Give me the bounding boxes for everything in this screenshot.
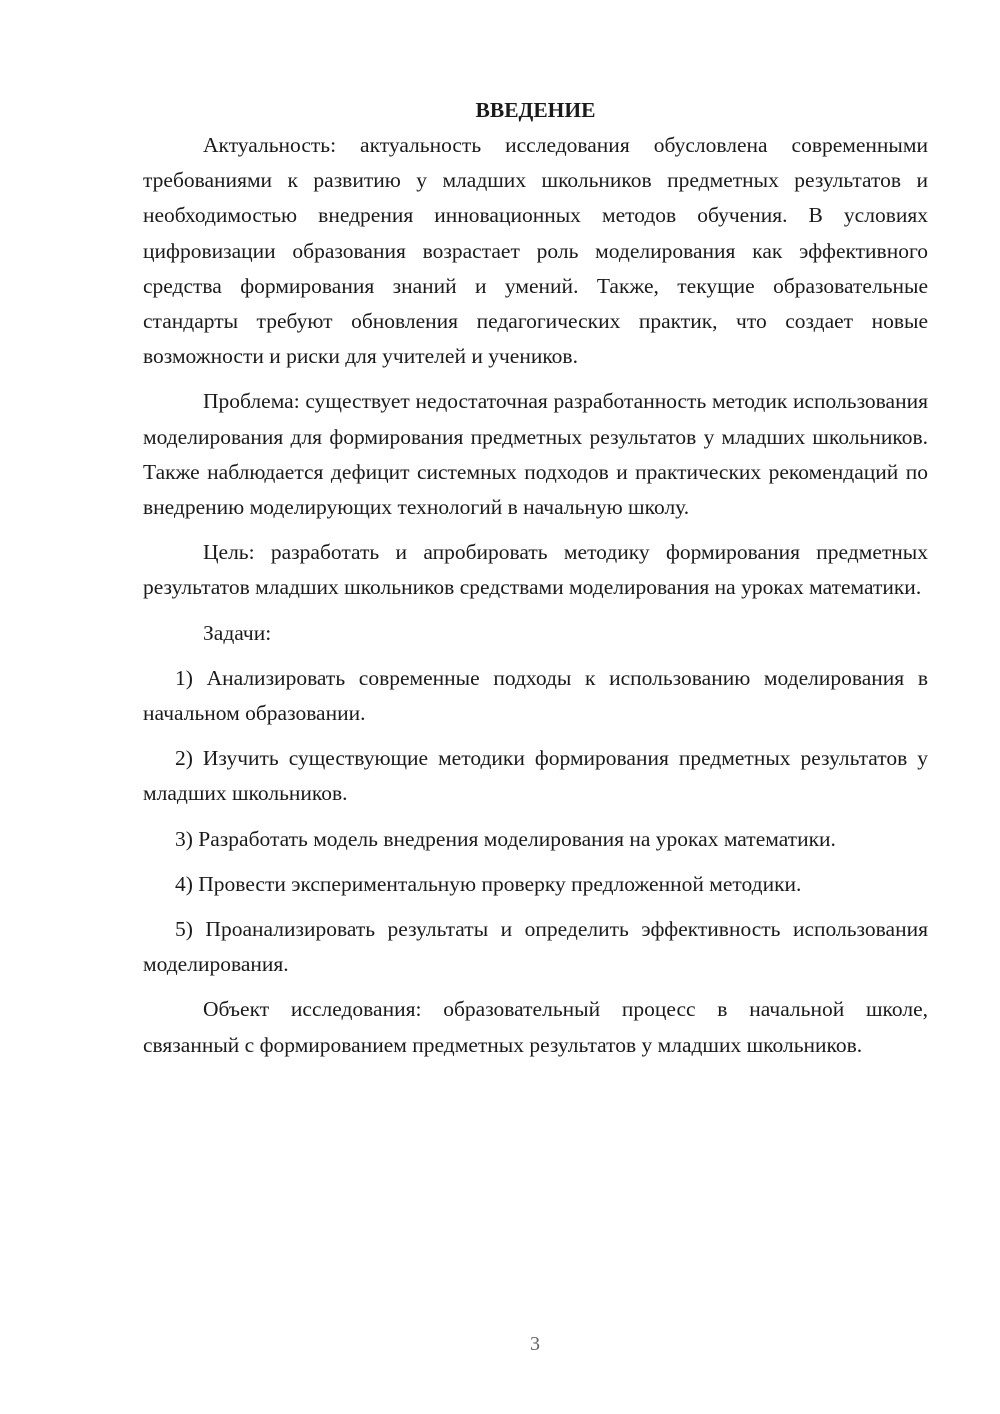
tasks-list [143, 661, 928, 983]
paragraph-relevance: Актуальность: актуальность исследования обусловлена современными требованиями к развитию у младших школьников предметных результатов и необходимостью внедрения инновационных методов обучения. В условиях цифровизации образования возрастает роль моделирования как эффективного средства формирования знаний и умений. Также, текущие образовательные стандарты требуют обновления педагогических практик, что создает новые возможности и риски для учителей и учеников. [143, 133, 928, 369]
page-number: 3 [530, 1333, 540, 1355]
task-item: 3) Разработать модель внедрения моделирования на уроках математики. [175, 826, 836, 851]
task-item: 4) Провести экспериментальную проверку предложенной методики. [175, 871, 802, 896]
section-title: ВВЕДЕНИЕ [475, 98, 596, 122]
paragraph-object: Объект исследования: образовательный процесс в начальной школе, связанный с формированием предметных результатов у младших школьников. [143, 997, 928, 1057]
task-item: 2) Изучить существующие методики формирования предметных результатов у младших школьников. [143, 746, 928, 806]
paragraph-problem: Проблема: существует недостаточная разработанность методик использования моделирования для формирования предметных результатов у младших школьников. Также наблюдается дефицит системных подходов и практических рекомендаций по внедрению моделирующих технологий в начальную школу. [143, 389, 928, 520]
tasks-label: Задачи: [203, 620, 272, 645]
task-item: 1) Анализировать современные подходы к использованию моделирования в начальном образовании. [143, 665, 928, 726]
page-body [143, 93, 928, 1063]
paragraph-goal: Цель: разработать и апробировать методику формирования предметных результатов младших школьников средствами моделирования на уроках математики. [143, 540, 928, 600]
task-item: 5) Проанализировать результаты и определить эффективность использования моделирования. [143, 917, 928, 977]
